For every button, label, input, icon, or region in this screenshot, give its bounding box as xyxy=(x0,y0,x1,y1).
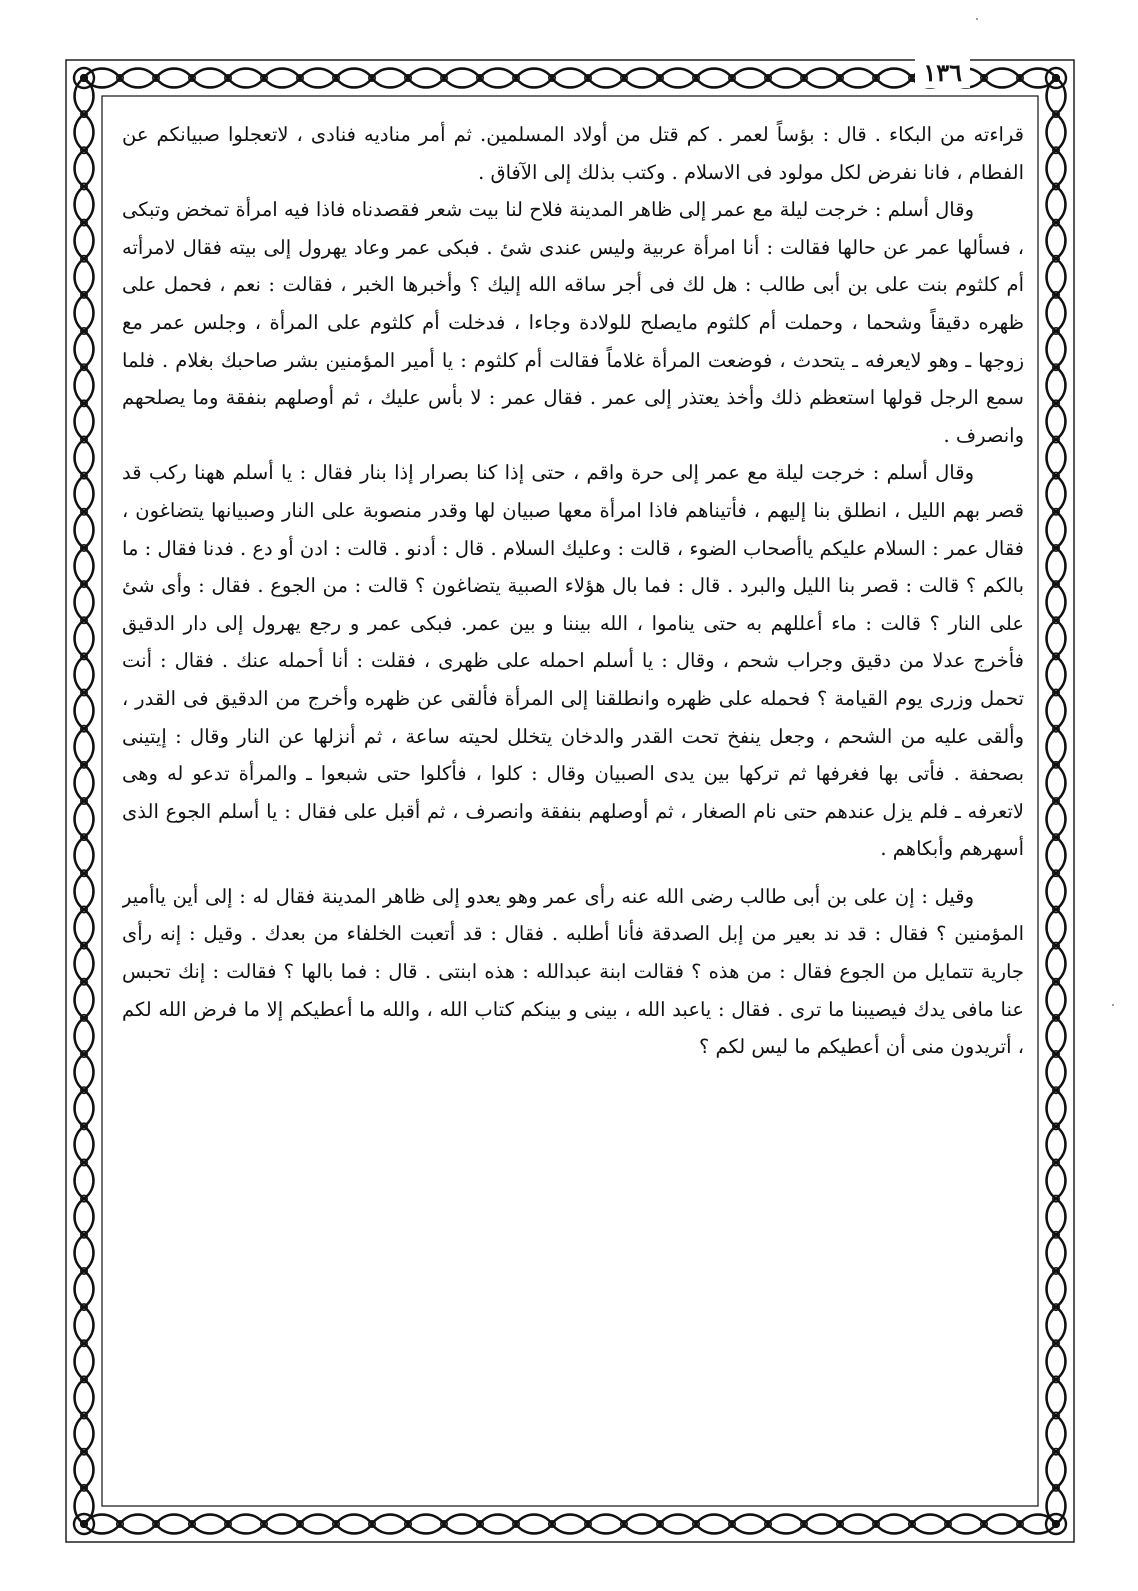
paragraph-1: قراءته من البكاء . قال : بؤساً لعمر . كم قتل من أولاد المسلمين. ثم أمر مناديه فنادى ، لاتعجلوا صبيانكم عن الفطام ، فانا نفرض لكل مولود فى الاسلام . وكتب بذلك إلى الآفاق . xyxy=(122,123,1024,184)
paragraph-2: وقال أسلم : خرجت ليلة مع عمر إلى ظاهر المدينة فلاح لنا بيت شعر فقصدناه فاذا فيه امرأة تمخض وتبكى ، فسألها عمر عن حالها فقالت : أنا امرأة عربية وليس عندى شئ . فبكى عمر وعاد يهرول إلى بيته فقال لامرأته أم كلثوم بنت على بن أبى طالب : هل لك فى أجر ساقه الله إليك ؟ وأخبرها الخبر ، فقالت : نعم ، فحمل على ظهره دقيقاً وشحما ، وحملت أم كلثوم مايصلح للولادة وجاءا ، فدخلت أم كلثوم على المرأة ، وجلس عمر مع زوجها ـ وهو لايعرفه ـ يتحدث ، فوضعت المرأة غلاماً فقالت أم كلثوم : يا أمير المؤمنين بشر صاحبك بغلام . فلما سمع الرجل قولها استعظم ذلك وأخذ يعتذر إلى عمر . فقال عمر : لا بأس عليك ، ثم أوصلهم بنفقة وما يصلحهم وانصرف . xyxy=(122,198,1024,447)
book-text-body xyxy=(122,116,1024,1506)
paragraph-4: وقيل : إن على بن أبى طالب رضى الله عنه رأى عمر وهو يعدو إلى ظاهر المدينة فقال له : إلى أين ياأمير المؤمنين ؟ فقال : قد ند بعير من إبل الصدقة فأنا أطلبه . فقال : قد أتعبت الخلفاء من بعدك . وقيل : إنه رأى جارية تتمايل من الجوع فقال : من هذه ؟ فقالت ابنة عبدالله : هذه ابنتى . قال : فما بالها ؟ فقالت : إنك تحبس عنا مافى يدك فيصيبنا ما ترى . فقال : ياعبد الله ، بينى و بينكم كتاب الله ، والله ما أعطيكم إلا ما فرض الله لكم ، أتريدون منى أن أعطيكم ما ليس لكم ؟ xyxy=(122,884,1024,1059)
scan-speck xyxy=(976,18,978,20)
paragraph-3: وقال أسلم : خرجت ليلة مع عمر إلى حرة واقم ، حتى إذا كنا بصرار إذا بنار فقال : يا أسلم ههنا ركب قد قصر بهم الليل ، انطلق بنا إليهم ، فأتيناهم فاذا امرأة معها صبيان لها وقدر منصوبة على النار وصبيانها يتضاغون ، فقال عمر : السلام عليكم ياأصحاب الضوء ، قالت : وعليك السلام . قال : أدنو . قالت : ادن أو دع . فدنا فقال : ما بالكم ؟ قالت : قصر بنا الليل والبرد . قال : فما بال هؤلاء الصبية يتضاغون ؟ قالت : من الجوع . فقال : وأى شئ على النار ؟ قالت : ماء أعللهم به حتى يناموا ، الله بيننا و بين عمر. فبكى عمر و رجع يهرول إلى دار الدقيق فأخرج عدلا من دقيق وجراب شحم ، وقال : يا أسلم احمله على ظهرى ، فقلت : أنا أحمله عنك . فقال : أنت تحمل وزرى يوم القيامة ؟ فحمله على ظهره وانطلقنا إلى المرأة فألقى عن ظهره وأخرج من الدقيق فى القدر ، وألقى عليه من الشحم ، وجعل ينفخ تحت القدر والدخان يتخلل لحيته ساعة ، ثم أنزلها عن النار وقال : إيتينى بصحفة . فأتى بها فغرفها ثم تركها بين يدى الصبيان وقال : كلوا ، فأكلوا حتى شبعوا ـ والمرأة تدعو له وهى لاتعرفه ـ فلم يزل عندهم حتى نام الصغار ، ثم أوصلهم بنفقة وانصرف ، ثم أقبل على فقال : يا أسلم الجوع الذى أسهرهم وأبكاهم . xyxy=(122,461,1024,861)
page-number: ١٣٦ xyxy=(915,58,970,88)
scan-speck xyxy=(1112,1004,1114,1006)
